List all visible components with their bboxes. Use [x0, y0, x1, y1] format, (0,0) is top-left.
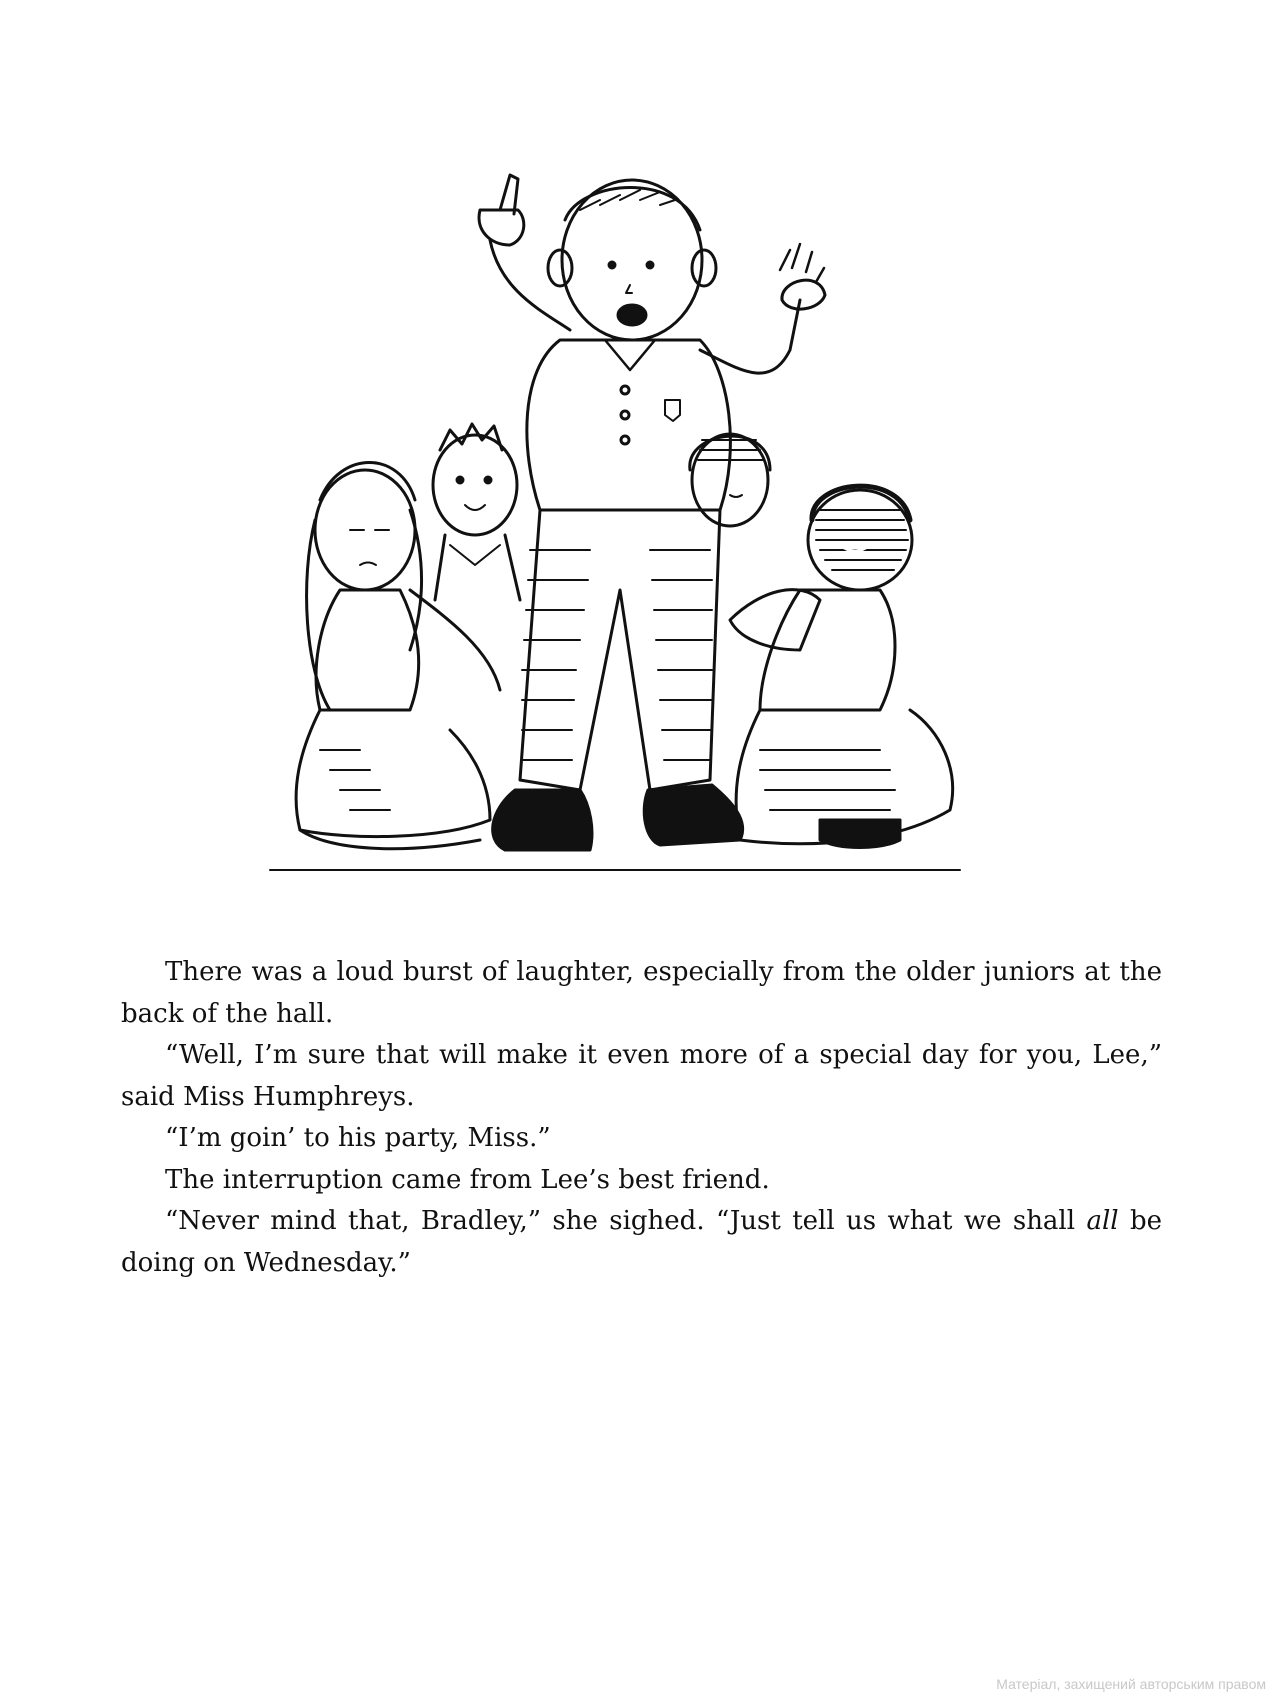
- paragraph-never-mind-after: be doing on Wednesday.”: [121, 1206, 1163, 1278]
- paragraph-goin-to-party: “I’m goin’ to his party, Miss.”: [165, 1123, 551, 1153]
- paragraph-miss-humphreys: “Well, I’m sure that will make it even more of a special day for you, Lee,” said Miss Humphreys.: [121, 1040, 1162, 1112]
- standing-boy-figure: [479, 175, 825, 850]
- paragraph-never-mind: [121, 1201, 1162, 1284]
- boy-right-figure: [730, 486, 953, 847]
- boy-back-left-figure: [433, 424, 520, 600]
- paragraph-never-mind-before: “Never mind that, Bradley,” she sighed. “Just tell us what we shall: [165, 1206, 1087, 1236]
- girl-left-figure: [296, 463, 500, 849]
- children-illustration: [260, 150, 1020, 950]
- paragraph-interruption: The interruption came from Lee’s best friend.: [165, 1164, 770, 1195]
- copyright-watermark: Матеріал, захищений авторським правом: [996, 1676, 1266, 1692]
- story-text: [121, 952, 1162, 1284]
- emphasis-all: all: [1086, 1206, 1119, 1236]
- paragraph-laughter: There was a loud burst of laughter, especially from the older juniors at the back of the hall.: [121, 957, 1162, 1029]
